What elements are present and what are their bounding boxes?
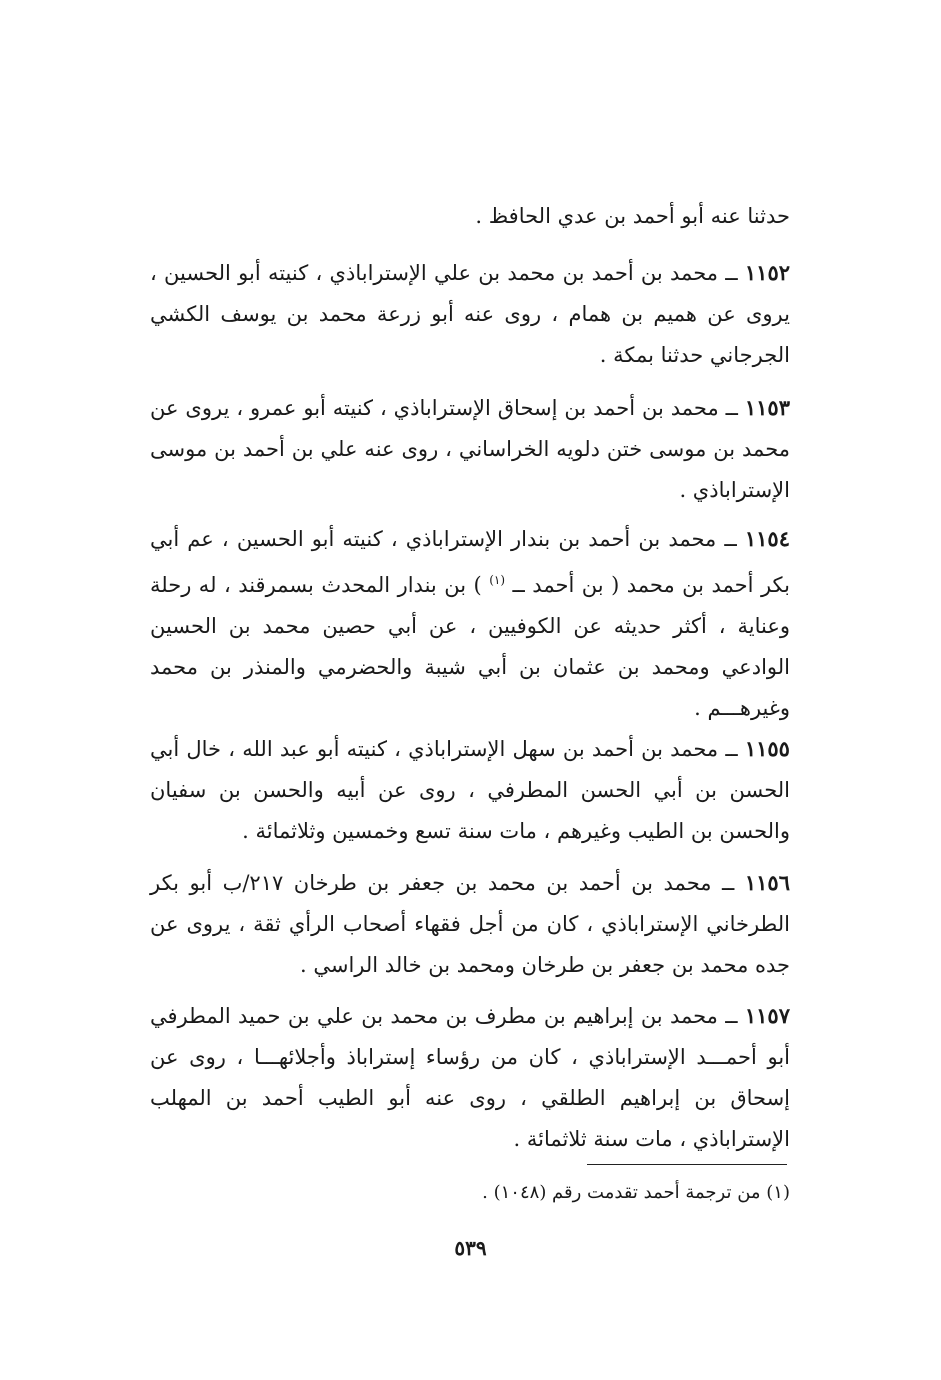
page-number: ٥٣٩	[454, 1236, 487, 1260]
entry-dash: ــ	[724, 527, 737, 551]
entry-text: محمد بن إبراهيم بن مطرف بن محمد بن علي بن حميد المطرفي أبو أحمـــد الإستراباذي ، كان من رؤساء إستراباذ وأجلائهـــا ، روى عن إسحاق بن إبراهيم الطلقي ، روى عنه أبو الطيب أحمد بن المهلب الإستراباذي ، مات سنة ثلاثمائة .	[150, 1004, 790, 1151]
entry-text: محمد بن أحمد بن سهل الإستراباذي ، كنيته أبو عبد الله ، خال أبي الحسن بن أبي الحسن المطرفي ، روى عن أبيه والحسن بن سفيان والحسن بن الطيب وغيرهم ، مات سنة تسع وخمسين وثلاثمائة .	[150, 737, 790, 843]
entry-text: محمد بن أحمد بن محمد بن علي الإستراباذي ، كنيته أبو الحسين ، يروى عن هميم بن همام ، روى عنه أبو زرعة محمد بن يوسف الكشي الجرجاني حدثنا بمكة .	[150, 261, 790, 367]
intro-line: حدثنا عنه أبو أحمد بن عدي الحافظ .	[475, 204, 790, 228]
entry-number: ١١٥٦	[744, 870, 790, 895]
footnote: (١) من ترجمة أحمد تقدمت رقم (١٠٤٨) .	[482, 1182, 790, 1203]
entry-dash: ــ	[725, 1004, 738, 1028]
entry-text: محمد بن أحمد بن محمد بن جعفر بن طرخان ٢١٧/ب أبو بكر الطرخاني الإستراباذي ، كان من أجل فقهاء أصحاب الرأي ثقة ، يروى عن جده محمد بن جعفر بن طرخان ومحمد بن خالد الراسي .	[150, 871, 790, 977]
entry-dash: ــ	[725, 396, 738, 420]
entry-1157	[150, 995, 790, 1160]
entry-number: ١١٥٤	[744, 526, 790, 551]
entry-1154	[150, 518, 790, 729]
entry-1155	[150, 728, 790, 852]
entry-text-continued: ) بن بندار المحدث بسمرقند ، له رحلة وعناية ، أكثر حديثه عن الكوفيين ، عن أبي حصين محمد بن الحسين الوادعي ومحمد بن عثمان بن أبي شيبة والحضرمي والمنذر بن محمد وغيرهـــم .	[150, 573, 790, 720]
entry-number: ١١٥٢	[744, 260, 791, 285]
entry-number: ١١٥٣	[744, 395, 790, 420]
entry-number: ١١٥٥	[744, 736, 790, 761]
footnote-marker[interactable]: (١)	[489, 573, 506, 587]
footnote-divider	[587, 1164, 787, 1165]
entry-1152	[150, 252, 790, 376]
entry-text: محمد بن أحمد بن إسحاق الإستراباذي ، كنيته أبو عمرو ، يروى عن محمد بن موسى ختن دلويه الخراساني ، روى عنه علي بن أحمد بن موسى الإستراباذي .	[150, 396, 790, 502]
entry-text: محمد بن أحمد بن بندار الإستراباذي ، كنيته أبو الحسين ، عم أبي بكر أحمد بن محمد ( بن أحمد ــ	[150, 527, 790, 597]
entry-dash: ــ	[725, 261, 738, 285]
entry-1153	[150, 387, 790, 511]
entry-dash: ــ	[725, 737, 738, 761]
entry-dash: ــ	[722, 871, 735, 895]
entry-number: ١١٥٧	[744, 1003, 790, 1028]
entry-1156	[150, 862, 790, 986]
